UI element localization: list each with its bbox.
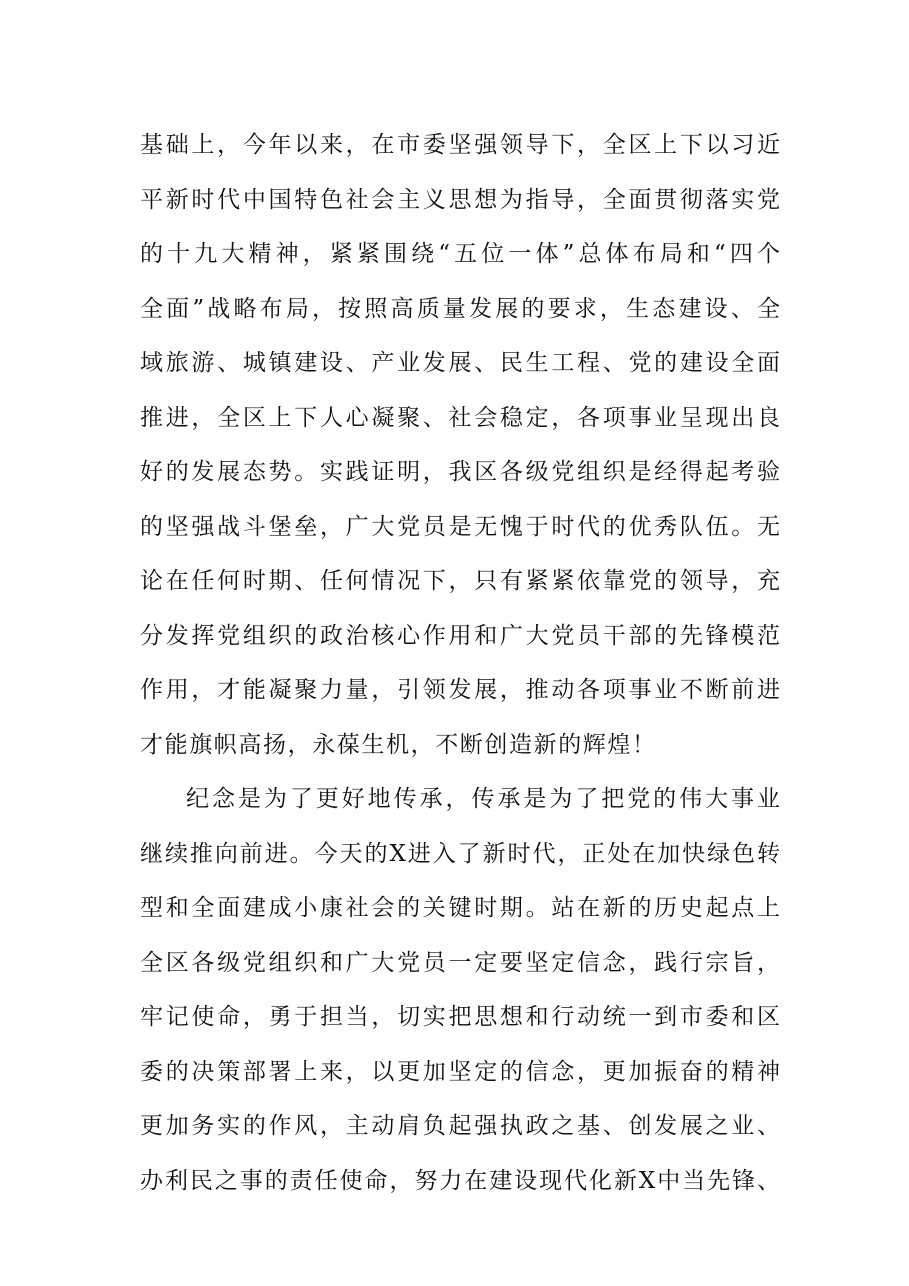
text-line: 继续推向前进。今天的X进入了新时代，正处在加快绿色转: [140, 840, 780, 867]
text-line: 分发挥党组织的政治核心作用和广大党员干部的先锋模范: [140, 622, 780, 649]
text-line: 好的发展态势。实践证明，我区各级党组织是经得起考验: [140, 459, 780, 485]
text-line: 论在任何时期、任何情况下，只有紧紧依靠党的领导，充: [140, 568, 780, 594]
text-line: 平新时代中国特色社会主义思想为指导，全面贯彻落实党: [140, 186, 780, 213]
text-line: 更加务实的作风，主动肩负起强执政之基、创发展之业、: [140, 1113, 780, 1139]
text-line: 纪念是为了更好地传承，传承是为了把党的伟大事业: [186, 786, 780, 812]
text-line: 的十九大精神，紧紧围绕“五位一体”总体布局和“四个: [140, 241, 780, 267]
text-line: 域旅游、城镇建设、产业发展、民生工程、党的建设全面: [140, 350, 780, 376]
body-text: [140, 118, 780, 1208]
text-line: 全面”战略布局，按照高质量发展的要求，生态建设、全: [140, 295, 780, 322]
text-line: 推进，全区上下人心凝聚、社会稳定，各项事业呈现出良: [140, 404, 780, 431]
paragraph-1: [140, 118, 780, 772]
text-line: 全区各级党组织和广大党员一定要坚定信念，践行宗旨，: [140, 949, 780, 976]
text-line: 基础上，今年以来，在市委坚强领导下，全区上下以习近: [140, 132, 780, 158]
text-line: 委的决策部署上来，以更加坚定的信念，更加振奋的精神: [140, 1058, 780, 1085]
text-line: 才能旗帜高扬，永葆生机，不断创造新的辉煌！: [140, 731, 657, 758]
paragraph-2: [140, 772, 780, 1208]
text-line: 作用，才能凝聚力量，引领发展，推动各项事业不断前进: [140, 677, 780, 703]
text-line: 牢记使命，勇于担当，切实把思想和行动统一到市委和区: [140, 1004, 780, 1030]
text-line: 的坚强战斗堡垒，广大党员是无愧于时代的优秀队伍。无: [140, 513, 780, 540]
text-line: 办利民之事的责任使命，努力在建设现代化新X中当先锋、: [140, 1167, 780, 1194]
text-line: 型和全面建成小康社会的关键时期。站在新的历史起点上: [140, 895, 780, 921]
